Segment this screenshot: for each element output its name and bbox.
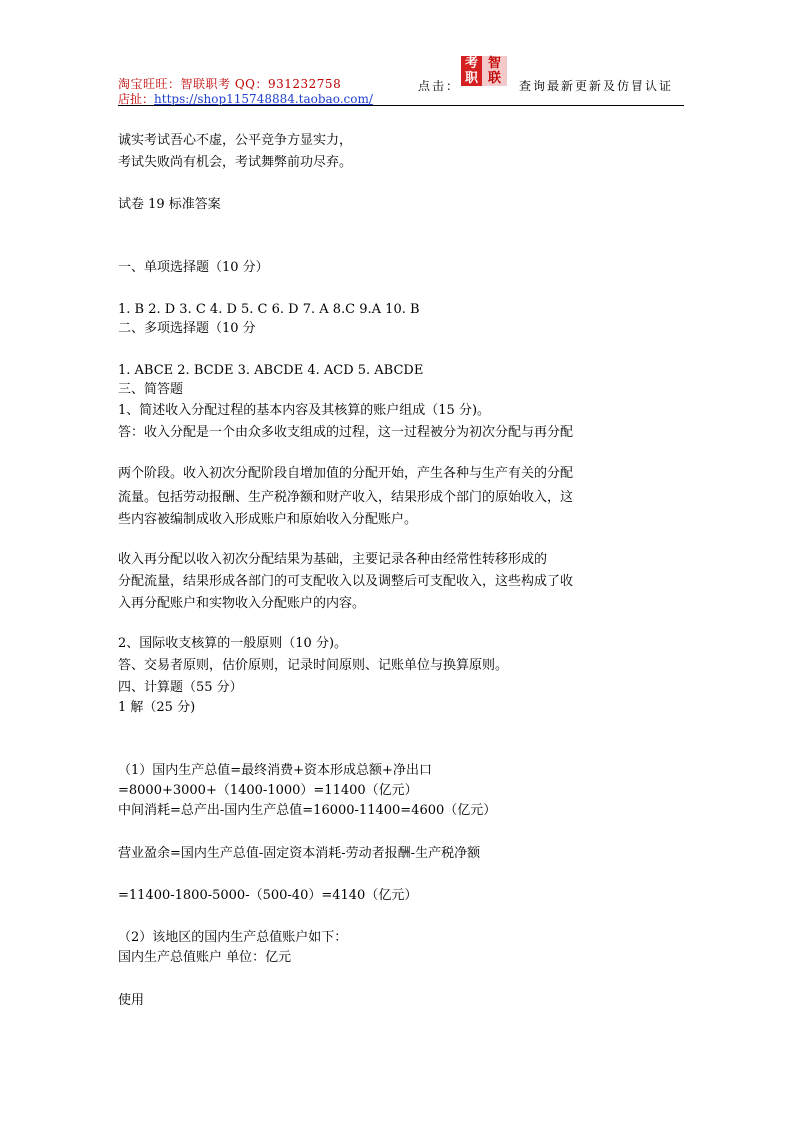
logo-char: 职 [465,71,479,86]
header-divider [118,105,684,106]
formula-line: =8000+3000+（1400-1000）=11400（亿元） [118,783,418,798]
paragraph-line: 答：收入分配是一个由众多收支组成的过程，这一过程被分为初次分配与再分配 [118,425,574,440]
paragraph-line: 流量。包括劳动报酬、生产税净额和财产收入，结果形成个部门的原始收入，这 [118,490,574,505]
paper-title: 试卷 19 标准答案 [118,197,221,212]
paragraph-line: 收入再分配以收入初次分配结果为基础，主要记录各种由经常性转移形成的 [118,552,548,567]
formula-line: （1）国内生产总值=最终消费+资本形成总额+净出口 [118,763,432,778]
verify-link[interactable]: 查询最新更新及仿冒认证 [519,79,674,93]
section-heading: 三、简答题 [118,382,184,397]
motto-line: 考试失败尚有机会，考试舞弊前功尽弃。 [118,155,353,170]
logo-char: 联 [488,71,502,86]
formula-line: 中间消耗=总产出-国内生产总值=16000-11400=4600（亿元） [118,803,497,818]
formula-line: 营业盈余=国内生产总值-固定资本消耗-劳动者报酬-生产税净额 [118,846,481,861]
contact-info: 淘宝旺旺：智联职考 QQ：931232758 [118,77,342,91]
paragraph-line: 答、交易者原则，估价原则，记录时间原则、记账单位与换算原则。 [118,658,509,673]
motto-line: 诚实考试吾心不虚，公平竞争方显实力， [118,133,353,148]
paragraph-line: 入再分配账户和实物收入分配账户的内容。 [118,596,366,611]
table-caption: 国内生产总值账户 单位：亿元 [118,950,292,965]
logo-char: 智 [488,56,502,71]
formula-line: =11400-1800-5000-（500-40）=4140（亿元） [118,888,418,903]
question-text: 2、国际收支核算的一般原则（10 分)。 [118,636,348,651]
paragraph-line: 些内容被编制成收入形成账户和原始收入分配账户。 [118,512,418,527]
click-label: 点击： [418,79,461,93]
question-text: 1、简述收入分配过程的基本内容及其核算的账户组成（15 分)。 [118,403,491,418]
shop-link[interactable]: https://shop115748884.taobao.com/ [154,92,373,106]
table-header-cell: 使用 [118,993,145,1008]
header-left [118,77,373,107]
answer-line: 1. B 2. D 3. C 4. D 5. C 6. D 7. A 8.C 9.A 10. B [118,302,420,317]
answer-line: 1. ABCE 2. BCDE 3. ABCDE 4. ACD 5. ABCDE [118,363,424,378]
paragraph-line: 分配流量，结果形成各部门的可支配收入以及调整后可支配收入，这些构成了收 [118,574,574,589]
brand-logo[interactable] [461,56,507,86]
question-text: 1 解（25 分) [118,700,196,715]
formula-line: （2）该地区的国内生产总值账户如下： [118,930,348,945]
paragraph-line: 两个阶段。收入初次分配阶段自增加值的分配开始，产生各种与生产有关的分配 [118,466,574,481]
section-heading: 四、计算题（55 分） [118,680,243,695]
section-heading: 二、多项选择题（10 分 [118,321,256,336]
logo-char: 考 [465,56,479,71]
section-heading: 一、单项选择题（10 分） [118,260,269,275]
shop-label: 店扯： [118,92,155,106]
